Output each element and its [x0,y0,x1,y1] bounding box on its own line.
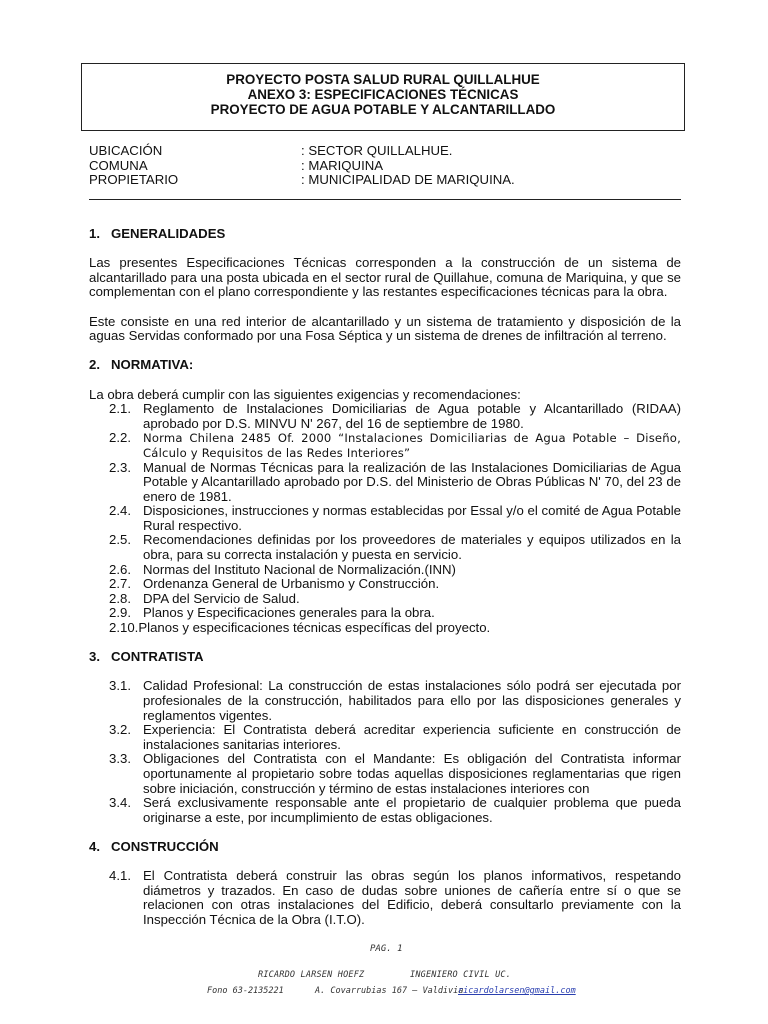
list-item: 3.3. Obligaciones del Contratista con el Mandante: Es obligación del Contratista informar oportunamente al propietario sobre todas aquellas disposiciones reglamentarias que rigen sobre iniciación, construcción y término de estas instalaciones interiores con [109,751,681,796]
section-heading-generalidades [89,227,681,242]
list-item: 2.9. Planos y Especificaciones generales para la obra. [109,605,435,621]
section-title: GENERALIDADES [111,226,226,241]
info-label: COMUNA [89,157,148,173]
list-item: 2.2. Norma Chilena 2485 Of. 2000 “Instalaciones Domiciliarias de Agua Potable – Diseño, Cálculo y Requisitos de las Redes Interiores” [109,430,681,460]
section-heading-contratista [89,650,681,665]
section-number: 4. [89,838,100,854]
list-item: 2.3. Manual de Normas Técnicas para la realización de las Instalaciones Domiciliarias de Agua Potable y Alcantarillado aprobado por D.S. del Ministerio de Obras Públicas N' 70, del 23 de enero de 1981. [109,459,681,504]
info-value: : MUNICIPALIDAD DE MARIQUINA. [301,172,515,187]
section-heading-normativa [89,358,681,373]
subproject-title: PROYECTO DE AGUA POTABLE Y ALCANTARILLADO [210,102,556,117]
section-number: 1. [89,226,100,241]
section-title: NORMATIVA: [111,357,194,373]
normativa-list [89,402,681,636]
list-item: 3.2. Experiencia: El Contratista deberá acreditar experiencia suficiente en construcción de instalaciones sanitarias interiores. [109,722,681,752]
page-number: PAG. 1 [370,944,403,954]
divider [89,199,681,200]
info-label: PROPIETARIO [89,172,179,187]
section-title: CONTRATISTA [111,649,204,665]
list-item: 3.1. Calidad Profesional: La construcción de estas instalaciones sólo podrá ser ejecutada por profesionales de la construcción, habilitados para ello por las disposiciones generales y reglamentos vigentes. [109,678,681,723]
signature-name: RICARDO LARSEN HOEFZ [258,970,365,980]
list-item: 2.7. Ordenanza General de Urbanismo y Construcción. [109,576,440,592]
section-heading-construccion [89,840,681,855]
contratista-list [89,679,681,825]
construccion-list [89,869,681,927]
section-title: CONSTRUCCIÓN [111,838,219,854]
project-title: PROYECTO POSTA SALUD RURAL QUILLALHUE [226,72,540,87]
section-number: 2. [89,357,100,373]
info-label: UBICACIÓN [89,143,163,158]
info-value: : MARIQUINA [301,157,384,173]
paragraph: Este consiste en una red interior de alcantarillado y un sistema de tratamiento y disposición de la aguas Servidas conformado por una Fosa Séptica y un sistema de drenes de infiltración al terreno. [89,313,681,344]
list-item: 2.5. Recomendaciones definidas por los proveedores de materiales y equipos utilizados en la obra, para su correcta instalación y puesta en servicio. [109,532,681,563]
list-item: 2.4. Disposiciones, instrucciones y normas establecidas por Essal y/o el comité de Agua Potable Rural respectivo. [109,503,681,533]
document-body [89,227,681,942]
annex-title: ANEXO 3: ESPECIFICACIONES TÉCNICAS [247,87,519,102]
paragraph: Las presentes Especificaciones Técnicas corresponden a la construcción de un sistema de alcantarillado para una posta ubicada en el sector rural de Quillahue, comuna de Mariquina, y que se complementan con el plano correspondiente y las restantes especificaciones técnicas para la obra. [89,255,681,300]
info-value: : SECTOR QUILLALHUE. [301,143,453,158]
list-item: 2.6. Normas del Instituto Nacional de Normalización.(INN) [109,561,456,577]
list-item: 2.1. Reglamento de Instalaciones Domiciliarias de Agua potable y Alcantarillado (RIDAA) aprobado por D.S. MINVU N' 267, del 16 de septiembre de 1980. [109,401,681,431]
footer-address: A. Covarrubias 167 – Valdivia [315,986,464,996]
signature-title: INGENIERO CIVIL UC. [410,970,512,980]
list-item: 4.1. El Contratista deberá construir las obras según los planos informativos, respetando diámetros y trazados. En caso de dudas sobre uniones de cañería entre sí o que se relacionen con otras instalaciones del Edificio, deberá consultarlo previamente con la Inspección Técnica de la Obra (I.T.O). [109,868,681,927]
list-item: 3.4. Será exclusivamente responsable ante el propietario de cualquier problema que pueda originarse a este, por incumplimiento de estas obligaciones. [109,795,681,825]
list-item: 2.8. DPA del Servicio de Salud. [109,590,300,606]
title-box [81,63,685,131]
footer-email-link[interactable]: ricardolarsen@gmail.com [458,986,576,996]
footer-phone: Fono 63-2135221 [207,986,284,996]
paragraph: La obra deberá cumplir con las siguientes exigencias y recomendaciones: [89,386,521,402]
list-item: 2.10. Planos y especificaciones técnicas específicas del proyecto. [109,620,491,636]
section-number: 3. [89,649,100,665]
